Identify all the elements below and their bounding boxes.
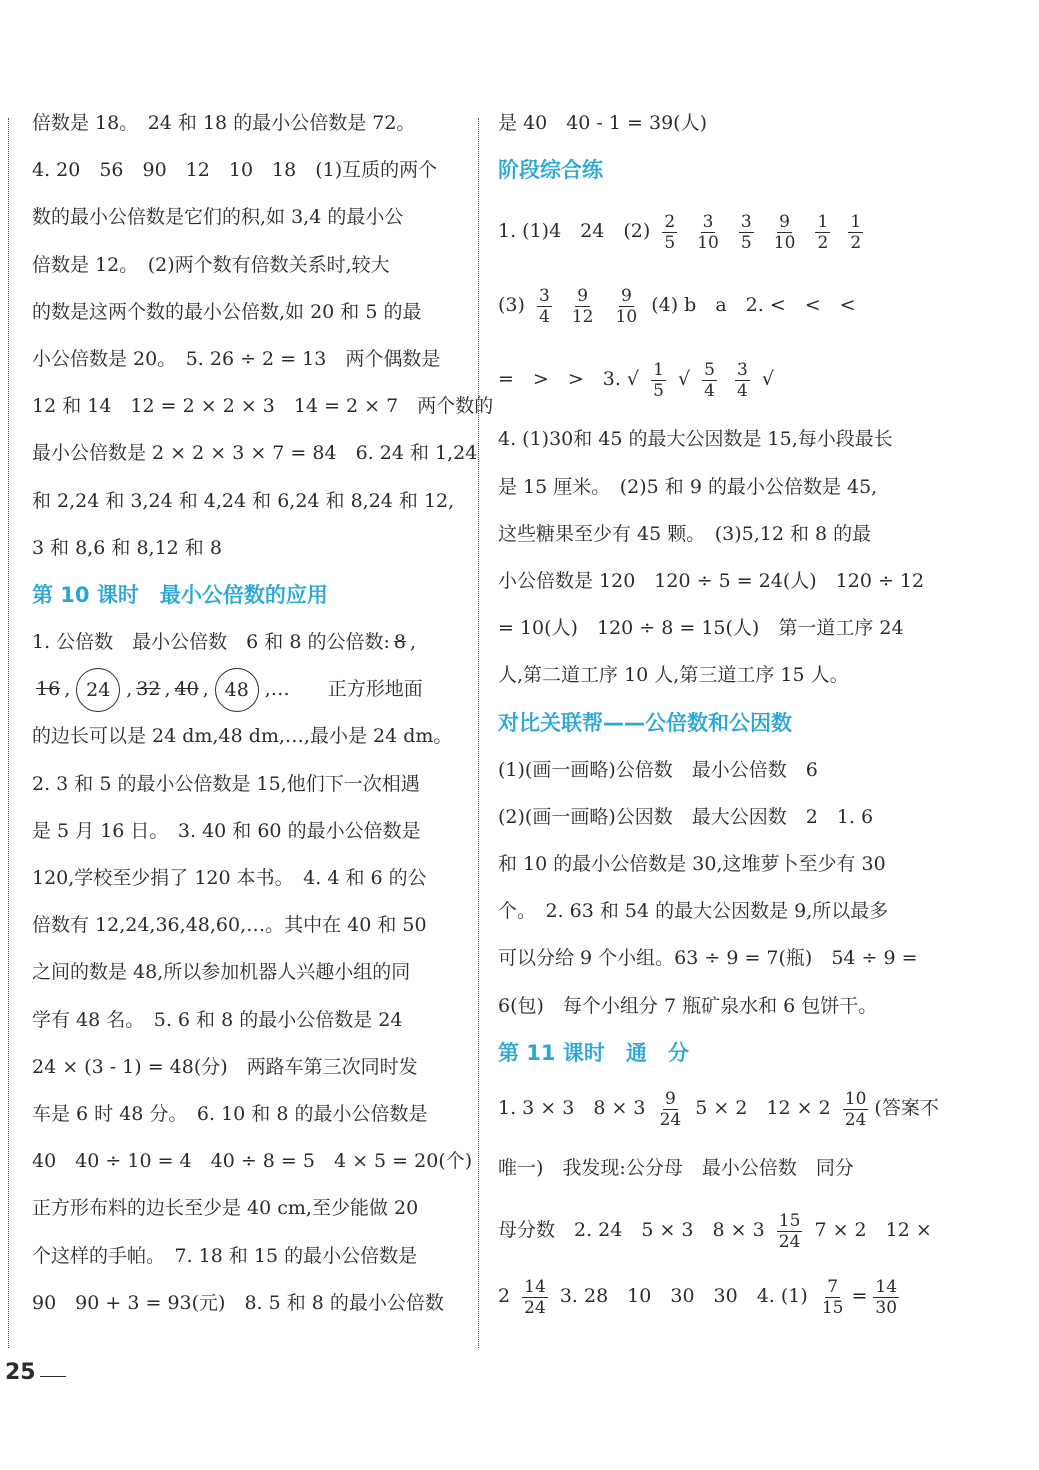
text-line: 120,学校至少捐了 120 本书。 4. 4 和 6 的公 <box>32 867 427 889</box>
fraction <box>873 1277 899 1318</box>
denominator: 4 <box>704 380 715 401</box>
numerator: 3 <box>538 285 550 306</box>
crossed-number: 40 <box>174 678 199 701</box>
denominator: 10 <box>697 232 719 253</box>
numerator: 9 <box>620 285 632 306</box>
text-span: 5 × 2 12 × 2 <box>695 1097 831 1119</box>
numerator: 2 <box>664 211 676 232</box>
fraction <box>843 1089 869 1130</box>
text-line: 这些糖果至少有 45 颗。 (3)5,12 和 8 的最 <box>498 522 872 545</box>
numerator: 9 <box>577 285 589 306</box>
circled-number: 48 <box>215 668 259 712</box>
text-line: 的数是这两个数的最小公倍数,如 20 和 5 的最 <box>32 300 422 323</box>
fraction <box>570 286 596 327</box>
text-line: 可以分给 9 个小组。63 ÷ 9 = 7(瓶) 54 ÷ 9 = <box>498 947 918 970</box>
text-line: 和 2,24 和 3,24 和 4,24 和 6,24 和 8,24 和 12, <box>32 489 455 512</box>
denominator: 2 <box>817 232 829 253</box>
text-span: = > > 3. √ <box>498 368 640 391</box>
fraction <box>651 360 666 401</box>
text-line: 倍数有 12,24,36,48,60,…。其中在 40 和 50 <box>32 914 427 937</box>
text-line: = 10(人) 120 ÷ 8 = 15(人) 第一道工序 24 <box>498 617 904 640</box>
text-line: 和 10 的最小公倍数是 30,这堆萝卜至少有 30 <box>498 853 886 876</box>
text-line: 之间的数是 48,所以参加机器人兴趣小组的同 <box>32 961 411 984</box>
text-line <box>498 1263 922 1329</box>
fraction <box>658 1089 684 1130</box>
text-line <box>498 342 922 416</box>
text-span: 3. 28 10 30 30 4. (1) <box>559 1285 808 1307</box>
numerator: 9 <box>779 211 790 232</box>
numerator: 1 <box>850 211 862 232</box>
denominator: 15 <box>821 1297 844 1318</box>
left-margin-rule <box>8 118 9 1348</box>
denominator: 24 <box>844 1109 867 1130</box>
denominator: 4 <box>538 306 550 327</box>
fraction <box>662 212 677 253</box>
text-span: (答案不 <box>874 1097 939 1119</box>
numerator: 9 <box>664 1088 676 1109</box>
text-line: 12 和 14 12 = 2 × 2 × 3 14 = 2 × 7 两个数的 <box>32 395 494 418</box>
text-span: (3) <box>498 294 525 317</box>
circled-number: 24 <box>76 668 120 712</box>
fraction <box>777 1211 803 1252</box>
denominator: 24 <box>524 1297 546 1318</box>
fraction <box>735 360 750 401</box>
text-line: 4. (1)30和 45 的最大公因数是 15,每小段最长 <box>498 428 893 451</box>
denominator: 24 <box>659 1109 682 1130</box>
numerator: 14 <box>524 1276 546 1297</box>
crossed-number: 32 <box>136 678 161 701</box>
numerator: 3 <box>737 359 748 380</box>
denominator: 4 <box>737 380 748 401</box>
fraction <box>695 212 721 253</box>
section-heading-review: 阶段综合练 <box>498 158 603 183</box>
text-line: 是 40 40 - 1 = 39(人) <box>498 112 707 134</box>
text-line <box>498 194 922 268</box>
text-line: 1. 公倍数 最小公倍数 6 和 8 的公倍数: 8 , <box>32 631 417 654</box>
text-line: 正方形布料的边长至少是 40 cm,至少能做 20 <box>32 1197 419 1220</box>
page-number: 25 <box>5 1360 36 1385</box>
numerator: 15 <box>778 1210 801 1231</box>
numerator: 5 <box>704 359 715 380</box>
text-line: 人,第二道工序 10 人,第三道工序 15 人。 <box>498 664 849 687</box>
fraction <box>739 212 754 253</box>
left-column <box>32 100 494 1327</box>
denominator: 30 <box>875 1297 898 1318</box>
numerator: 3 <box>702 211 714 232</box>
section-heading-lesson-11: 第 11 课时 通 分 <box>498 1040 689 1065</box>
text-span: (4) b a 2. < < < <box>651 294 856 317</box>
crossed-number: 8 <box>393 631 406 654</box>
text-line: 最小公倍数是 2 × 2 × 3 × 7 = 84 6. 24 和 1,24 <box>32 442 478 465</box>
numerator: 1 <box>817 211 829 232</box>
section-heading-lesson-10: 第 10 课时 最小公倍数的应用 <box>32 582 328 607</box>
text-line: 3 和 8,6 和 8,12 和 8 <box>32 536 222 559</box>
fraction <box>815 212 830 253</box>
denominator: 5 <box>664 232 676 253</box>
denominator: 5 <box>653 380 664 401</box>
text-line: 小公倍数是 120 120 ÷ 5 = 24(人) 120 ÷ 12 <box>498 569 925 592</box>
text-line: 2. 3 和 5 的最小公倍数是 15,他们下一次相遇 <box>32 772 420 795</box>
numerator: 1 <box>653 359 664 380</box>
text-span: 2 <box>498 1285 511 1307</box>
denominator: 10 <box>615 306 638 327</box>
text-line <box>498 1197 932 1263</box>
text-line: 24 × (3 - 1) = 48(分) 两路车第三次同时发 <box>32 1055 418 1078</box>
text-span: 1. (1)4 24 (2) <box>498 220 651 243</box>
numerator: 7 <box>827 1276 839 1297</box>
text-line: (1)(画一画略)公倍数 最小公倍数 6 <box>498 758 818 781</box>
fraction <box>820 1277 846 1318</box>
fraction <box>614 286 640 327</box>
text-line: 小公倍数是 20。 5. 26 ÷ 2 = 13 两个偶数是 <box>32 347 441 370</box>
fraction <box>537 286 552 327</box>
text-line: 是 5 月 16 日。 3. 40 和 60 的最小公倍数是 <box>32 819 421 842</box>
text-line: 90 90 + 3 = 93(元) 8. 5 和 8 的最小公倍数 <box>32 1291 444 1314</box>
text-span: 母分数 2. 24 5 × 3 8 × 3 <box>498 1219 765 1241</box>
text-line <box>498 1077 939 1139</box>
text-line: 40 40 ÷ 10 = 4 40 ÷ 8 = 5 4 × 5 = 20(个) <box>32 1150 473 1173</box>
text-line <box>498 268 922 342</box>
right-column <box>498 100 939 1329</box>
text-span: = <box>851 1285 868 1307</box>
text-span: 正方形地面 <box>327 678 423 701</box>
crossed-number: 16 <box>36 678 61 701</box>
text-span: 1. 3 × 3 8 × 3 <box>498 1097 646 1119</box>
numerator: 14 <box>875 1276 898 1297</box>
text-line: 是 15 厘米。 (2)5 和 9 的最小公倍数是 45, <box>498 475 878 498</box>
denominator: 24 <box>778 1231 801 1252</box>
denominator: 10 <box>773 232 796 253</box>
numerator: 10 <box>844 1088 867 1109</box>
denominator: 5 <box>740 232 752 253</box>
text-line: 个这样的手帕。 7. 18 和 15 的最小公倍数是 <box>32 1244 418 1267</box>
text-line: 16 , 24 , 32 , 40 , 48 ,… 正方形地面 <box>32 666 460 713</box>
text-line: 倍数是 18。 24 和 18 的最小公倍数是 72。 <box>32 112 416 134</box>
text-line: (2)(画一画略)公因数 最大公因数 2 1. 6 <box>498 805 874 828</box>
text-line: 学有 48 名。 5. 6 和 8 的最小公倍数是 24 <box>32 1008 403 1031</box>
numerator: 3 <box>740 211 752 232</box>
fraction <box>702 360 717 401</box>
section-heading-compare: 对比关联帮——公倍数和公因数 <box>498 710 792 735</box>
text-line: 的边长可以是 24 dm,48 dm,…,最小是 24 dm。 <box>32 725 453 748</box>
check-mark: √ <box>761 368 774 391</box>
denominator: 12 <box>571 306 594 327</box>
text-line: 个。 2. 63 和 54 的最大公因数是 9,所以最多 <box>498 900 889 923</box>
text-line: 4. 20 56 90 12 10 18 (1)互质的两个 <box>32 159 438 182</box>
text-line: 唯一) 我发现:公分母 最小公倍数 同分 <box>498 1157 854 1179</box>
text-span: 7 × 2 12 × <box>814 1219 932 1241</box>
denominator: 2 <box>850 232 862 253</box>
text-line: 数的最小公倍数是它们的积,如 3,4 的最小公 <box>32 206 404 229</box>
page-number-rule <box>40 1376 66 1377</box>
fraction <box>772 212 798 253</box>
column-divider <box>478 118 479 1348</box>
text-line: 车是 6 时 48 分。 6. 10 和 8 的最小公倍数是 <box>32 1102 428 1125</box>
fraction <box>522 1277 548 1318</box>
check-mark: √ <box>677 368 691 391</box>
text-line: 倍数是 12。 (2)两个数有倍数关系时,较大 <box>32 253 390 276</box>
text-span: 1. 公倍数 最小公倍数 6 和 8 的公倍数: <box>32 631 390 654</box>
fraction <box>848 212 863 253</box>
text-line: 6(包) 每个小组分 7 瓶矿泉水和 6 包饼干。 <box>498 994 878 1017</box>
